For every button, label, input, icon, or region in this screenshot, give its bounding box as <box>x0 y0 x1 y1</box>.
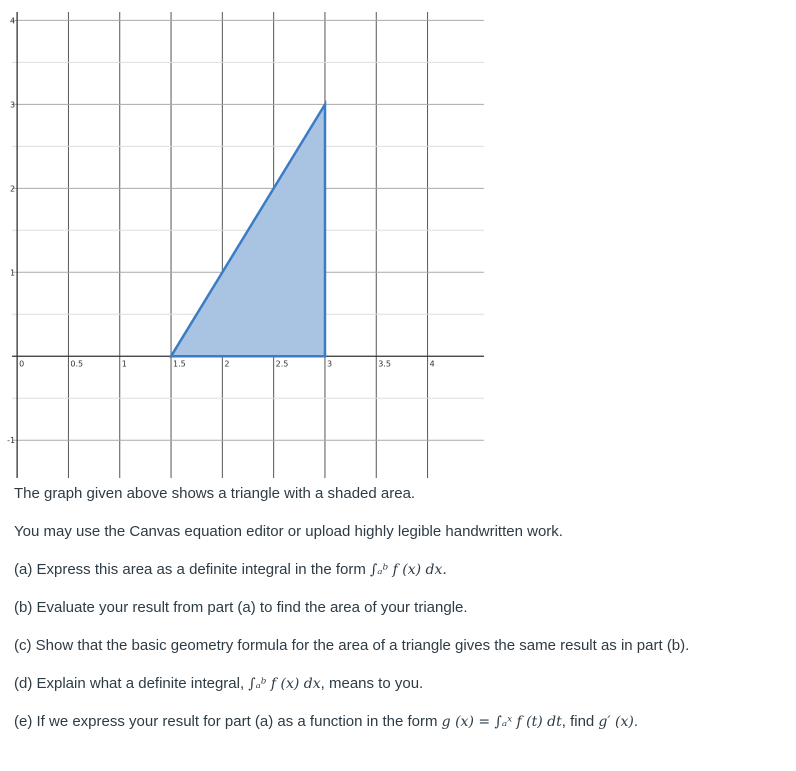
question-text <box>14 484 784 750</box>
part-d <box>14 674 784 694</box>
intro-text: The graph given above shows a triangle with a shaded area. <box>14 485 416 502</box>
part-a-integral: ∫ₐᵇ f (x) dx. <box>370 562 447 578</box>
x-tick-label: 0.5 <box>70 359 84 369</box>
x-tick-labels <box>19 359 435 368</box>
part-a-text: (a) Express this area as a definite integral in the form <box>14 561 371 578</box>
x-tick-label: 3 <box>326 359 333 369</box>
x-tick-label: 2.5 <box>275 359 289 369</box>
y-tick-label: 4 <box>10 16 16 26</box>
x-tick-label: 3.5 <box>378 359 391 369</box>
x-tick-label: 1.5 <box>173 359 186 369</box>
part-b-text: (b) Evaluate your result from part (a) to find the area of your triangle. <box>14 599 468 616</box>
x-tick-label: 2 <box>224 359 230 369</box>
x-tick-label: 4 <box>429 359 435 369</box>
part-d-integral: ∫ₐᵇ f (x) dx <box>248 676 321 692</box>
part-a <box>14 560 784 580</box>
y-tick-label: 1 <box>10 268 16 278</box>
y-tick-label: -1 <box>7 436 16 446</box>
part-e <box>14 712 784 732</box>
y-tick-label: 3 <box>10 100 16 110</box>
instructions-text: You may use the Canvas equation editor or upload highly legible handwritten work. <box>14 523 563 540</box>
part-c <box>14 636 784 656</box>
part-d-text: (d) Explain what a definite integral, <box>14 675 249 692</box>
part-e-mid: , find <box>561 713 599 730</box>
part-e-end: . <box>633 713 639 730</box>
part-c-text: (c) Show that the basic geometry formula for the area of a triangle gives the same result as in part (b). <box>14 637 690 654</box>
part-d-end: , means to you. <box>320 675 424 692</box>
x-tick-label: 1 <box>121 359 127 369</box>
y-tick-label: 2 <box>10 184 16 194</box>
part-e-text: (e) If we express your result for part (a) as a function in the form <box>14 713 442 730</box>
intro-paragraph <box>14 484 784 504</box>
y-tick-labels <box>7 16 15 445</box>
x-tick-label: 0 <box>19 359 25 369</box>
part-b <box>14 598 784 618</box>
part-e-function: g (x) = ∫ₐˣ f (t) dt <box>441 714 562 730</box>
part-e-derivative: g′ (x) <box>598 714 634 730</box>
instructions-paragraph <box>14 522 784 542</box>
